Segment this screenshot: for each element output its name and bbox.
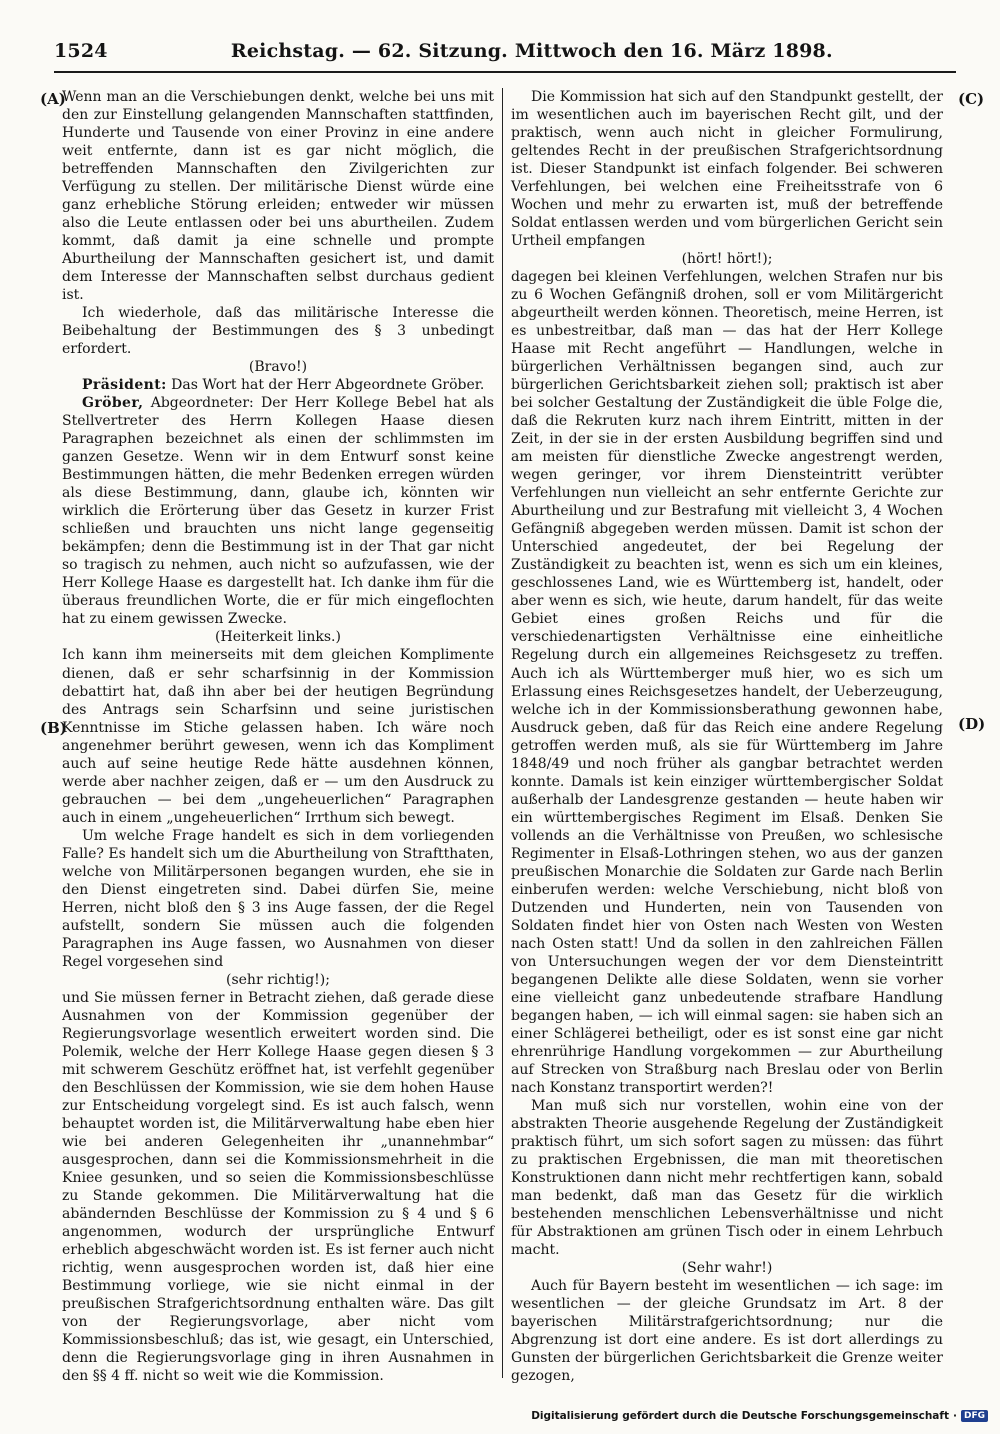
paragraph: Man muß sich nur vorstellen, wohin eine von der abstrakten Theorie ausgehende Regelung der Zuständigkeit praktisch führt, um sich sofort sagen zu müssen: das führt zu praktischen Ergebnissen, die man mit theoretischen Konstruktionen dann nicht mehr rechtfertigen kann, sobald man bedenkt, daß man das Gesetz für die wirklich bestehenden menschlichen Lebensverhältnisse und nicht für Abstraktionen am grünen Tisch oder in einem Lehrbuch macht. (511, 1097, 943, 1258)
footer: Digitalisierung gefördert durch die Deutsche Forschungsgemeinschaft · DFG (531, 1410, 988, 1422)
paragraph: Wenn man an die Verschiebungen denkt, welche bei uns mit den zur Einstellung gelangenden Mannschaften stattfinden, Hunderte und Tausende von einer Provinz in eine andere weit entfernte, dann ist es gar nicht möglich, die betreffenden Mannschaften den Zivilgerichten zur Verfügung zu stellen. Der militärische Dienst würde eine ganz erhebliche Störung erleiden; entweder wir müssen also die Leute entlassen oder bei uns aburtheilen. Zudem kommt, daß damit ja eine schnelle und prompte Aburtheilung der Mannschaften gesichert ist, und damit dem Interesse der Mannschaften selbst durchaus gedient ist. (62, 89, 494, 304)
speech-text: Das Wort hat der Herr Abgeordnete Gröber. (166, 377, 485, 394)
margin-marker-a: (A) (40, 90, 66, 108)
interjection: (hört! hört!); (681, 251, 773, 268)
column-divider (502, 88, 503, 1378)
paragraph: Ich kann ihm meinerseits mit dem gleichen Komplimente dienen, daß er sehr scharfsinnig in der Kommission debattirt hat, daß ihn aber bei der heutigen Begründung des Antrags sein Scharfsinn und seine juristischen Kenntnisse im Stiche gelassen haben. Ich wäre noch angenehmer berührt gewesen, wenn ich das Kompliment auch auf seine heutige Rede hätte ausdehnen können, werde aber nachher zeigen, daß er — um den Ausdruck zu gebrauchen — bei dem „ungeheuerlichen“ Paragraphen auch in einem „ungeheuerlichen“ Irrthum sich bewegt. (62, 647, 494, 826)
margin-marker-b: (B) (40, 719, 67, 737)
speaker-name: Gröber, (82, 395, 144, 412)
paragraph (62, 376, 494, 394)
paragraph (62, 394, 494, 628)
header-rule (54, 71, 956, 73)
margin-marker-c: (C) (958, 90, 985, 108)
interjection: (Bravo!) (248, 359, 308, 376)
interjection: (sehr richtig!); (226, 971, 330, 988)
speech-text: Abgeordneter: Der Herr Kollege Bebel hat als Stellvertreter des Herrn Kollegen Haase diesen Paragraphen bezeichnet als einen der schlimmsten im ganzen Gesetze. Wenn wir in dem Entwurf sonst keine Bestimmungen hätten, die mehr Bedenken erregen würden als diese Bestimmung, dann, glaube ich, könnten wir wirklich die Erörterung über das Gesetz in kurzer Frist schließen und brauchten uns nicht lange gegenseitig bekämpfen; denn die Bestimmung ist in der That gar nicht so tragisch zu nehmen, auch nicht so aufzufassen, wie der Herr Kollege Haase es dargestellt hat. Ich danke ihm für die überaus freundlichen Worte, die er für mich eingeflochten hat zu einem gewissen Zwecke. (62, 395, 494, 628)
paragraph: Auch für Bayern besteht im wesentlichen — ich sage: im wesentlichen — der gleiche Grundsatz im Art. 8 der bayerischen Militärstrafgerichtsordnung; nur die Abgrenzung ist dort eine andere. Es ist dort allerdings zu Gunsten der bürgerlichen Gerichtsbarkeit die Grenze weiter gezogen, (511, 1278, 943, 1385)
paragraph: und Sie müssen ferner in Betracht ziehen, daß gerade diese Ausnahmen von der Kommission gegenüber der Regierungsvorlage wesentlich erweitert worden sind. Die Polemik, welche der Herr Kollege Haase gegen diesen § 3 mit schwerem Geschütz eröffnet hat, ist verfehlt gegenüber den Beschlüssen der Kommission, wie sie dem hohen Hause zur Entscheidung vorgelegt sind. Es ist auch falsch, wenn behauptet worden ist, die Militärverwaltung habe eben hier wie bei anderen Gelegenheiten ihr „unannehmbar“ ausgesprochen, dann sei die Kommissionsmehrheit in die Kniee gesunken, und so seien die Kommissionsbeschlüsse zu Stande gekommen. Die Militärverwaltung hat die abändernden Beschlüsse der Kommission zu § 4 und § 6 angenommen, wodurch der ursprüngliche Entwurf erheblich abgeschwächt worden ist. Es ist ferner auch nicht richtig, wenn ausgesprochen worden ist, daß hier eine Bestimmung vorliege, wie sie nicht einmal in der preußischen Strafgerichtsordnung enthalten wäre. Das gilt von der Regierungsvorlage, aber nicht vom Kommissionsbeschluß; das ist, wie gesagt, ein Unterschied, denn die Regierungsvorlage ging in ihren Ausnahmen in den §§ 4 ff. nicht so weit wie die Kommission. (62, 989, 494, 1385)
paragraph: dagegen bei kleinen Verfehlungen, welchen Strafen nur bis zu 6 Wochen Gefängniß drohen, soll er vom Militärgericht abgeurtheilt werden können. Theoretisch, meine Herren, ist es unbestreitbar, daß man — das hat der Herr Kollege Haase mit Recht angeführt — Handlungen, welche in bürgerlichen Verhältnissen begangen sind, auch zur bürgerlichen Gerichtsbarkeit ziehen soll; praktisch ist aber bei solcher Gestaltung der Zuständigkeit die üble Folge die, daß die Rekruten kurz nach ihrem Eintritt, mitten in der Zeit, in der sie in der ersten Ausbildung begriffen sind und am meisten für dienstliche Zwecke angestrengt werden, wegen geringer, vor ihrem Diensteintritt verübter Verfehlungen nun vielleicht an sehr entfernte Gerichte zur Aburtheilung und zur Bestrafung mit vielleicht 3, 4 Wochen Gefängniß abgegeben werden müssen. Damit ist schon der Unterschied angedeutet, der bei Regelung der Zuständigkeit zu beachten ist, wenn es sich um ein kleines, geschlossenes Land, wie es Württemberg ist, handelt, oder aber wenn es sich, wie heute, darum handelt, für das weite Gebiet eines großen Reichs und für die verschiedenartigsten Verhältnisse eine einheitliche Regelung durch ein allgemeines Reichsgesetz zu treffen. Auch ich als Württemberger muß hier, wo es sich um Erlassung eines Reichsgesetzes handelt, der Ueberzeugung, welche ich in der Kommissionsberathung gewonnen habe, Ausdruck geben, daß für das Reich eine andere Regelung getroffen werden muß, als sie für Württemberg im Jahre 1848/49 und noch früher als gangbar betrachtet werden konnte. Damals ist kein einziger württembergischer Soldat außerhalb der Landesgrenze gestanden — heute haben wir ein württembergisches Regiment im Elsaß. Denken Sie vollends an die Verhältnisse von Preußen, wo schlesische Regimenter in Elsaß-Lothringen stehen, wo aus der ganzen preußischen Monarchie die Soldaten zur Garde nach Berlin einberufen werden: welche Verschiebung, nicht bloß von Dutzenden und Hunderten, nein von Tausenden von Soldaten findet hier von Osten nach Westen von Westen nach Osten statt! Und da sollen in den zahlreichen Fällen von Untersuchungen wegen der vor dem Diensteintritt begangenen Delikte alle diese Soldaten, wenn sie vorher eine vielleicht ganz unbedeutende strafbare Handlung begangen haben, — ich will einmal sagen: sie haben sich an einer Schlägerei betheiligt, oder es ist sonst eine gar nicht ehrenrührige Handlung vorgekommen — zur Aburtheilung auf Strecken von Straßburg nach Breslau oder von Berlin nach Konstanz transportirt werden?! (511, 269, 943, 1096)
dfg-logo: DFG (961, 1410, 988, 1422)
page-number: 1524 (54, 40, 108, 62)
margin-marker-d: (D) (958, 715, 986, 733)
interjection: (Heiterkeit links.) (215, 629, 341, 646)
paragraph: Um welche Frage handelt es sich in dem vorliegenden Falle? Es handelt sich um die Aburtheilung von Straftthaten, welche von Militärpersonen begangen wurden, ehe sie in den Dienst eingetreten sind. Dabei dürfen Sie, meine Herren, nicht bloß den § 3 ins Auge fassen, der die Regel aufstellt, sondern Sie müssen auch die folgenden Paragraphen ins Auge fassen, wo Ausnahmen von dieser Regel vorgesehen sind (62, 827, 494, 970)
interjection: (Sehr wahr!) (681, 1260, 773, 1277)
paragraph: Ich wiederhole, daß das militärische Interesse die Beibehaltung der Bestimmungen des § 3 unbedingt erfordert. (62, 305, 494, 358)
footer-credit: Digitalisierung gefördert durch die Deutsche Forschungsgemeinschaft (531, 1410, 949, 1422)
speaker-name: Präsident: (82, 377, 167, 394)
page-title: Reichstag. — 62. Sitzung. Mittwoch den 16. März 1898. (230, 40, 833, 62)
right-column (511, 88, 943, 1385)
page-header (54, 40, 956, 68)
paragraph: Die Kommission hat sich auf den Standpunkt gestellt, der im wesentlichen auch im bayerischen Recht gilt, und der praktisch, wenn auch nicht in gleicher Formulirung, geltendes Recht in der preußischen Strafgerichtsordnung ist. Dieser Standpunkt ist einfach folgender. Bei schweren Verfehlungen, bei welchen eine Freiheitsstrafe von 6 Wochen und mehr zu erwarten ist, muß der betreffende Soldat entlassen werden und vom bürgerlichen Gericht sein Urtheil empfangen (511, 89, 943, 250)
left-column (62, 88, 494, 1385)
